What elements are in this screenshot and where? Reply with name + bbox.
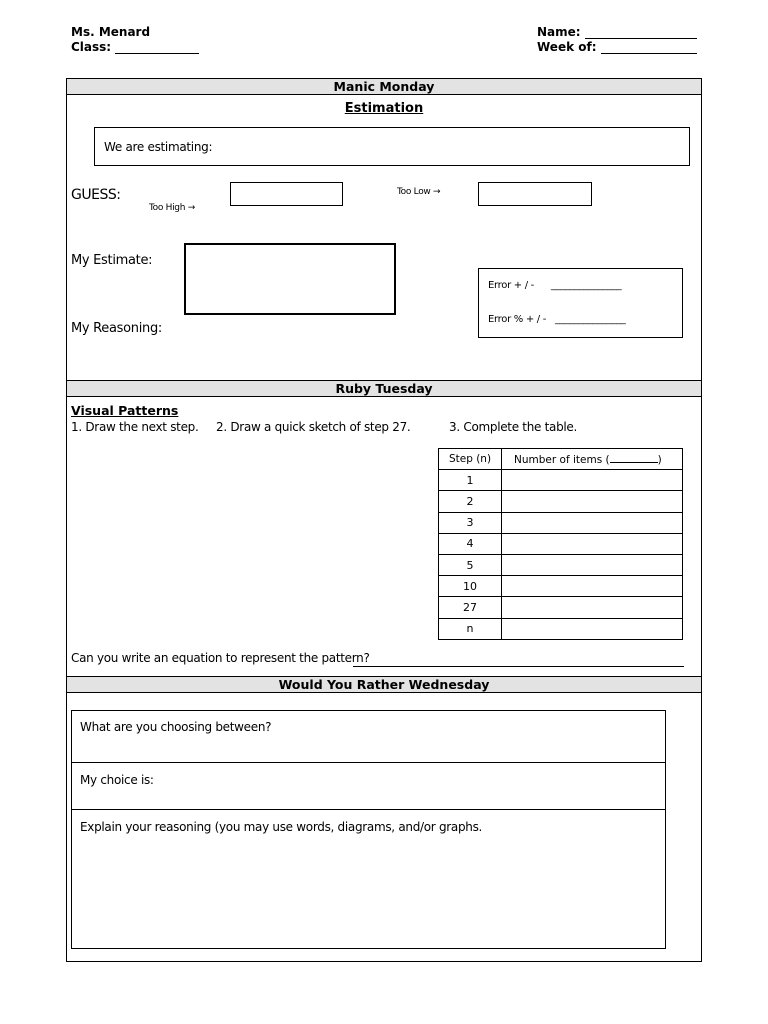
tuesday-title: Ruby Tuesday bbox=[66, 380, 702, 397]
items-cell[interactable] bbox=[502, 470, 683, 491]
items-cell[interactable] bbox=[502, 618, 683, 639]
name-field bbox=[537, 25, 697, 39]
reasoning-label: My Reasoning: bbox=[71, 321, 163, 336]
table-header-row bbox=[439, 449, 683, 470]
col-items-close: ) bbox=[657, 454, 662, 467]
estimating-box[interactable] bbox=[94, 127, 690, 166]
too-low-input[interactable] bbox=[478, 182, 592, 206]
wyr-divider-1 bbox=[71, 762, 666, 763]
estimate-input[interactable] bbox=[184, 243, 396, 315]
step-cell: 2 bbox=[439, 491, 502, 512]
wednesday-title: Would You Rather Wednesday bbox=[66, 676, 702, 693]
table-row bbox=[439, 470, 683, 491]
equation-prompt: Can you write an equation to represent the pattern? bbox=[71, 651, 370, 665]
items-cell[interactable] bbox=[502, 576, 683, 597]
error-pct-blank[interactable]: _______________ bbox=[554, 314, 626, 325]
visual-patterns-heading: Visual Patterns bbox=[71, 403, 179, 418]
estimation-heading-text: Estimation bbox=[344, 101, 424, 116]
class-blank[interactable] bbox=[115, 43, 199, 54]
error-pct-label: Error % + / - bbox=[488, 314, 547, 325]
table-row bbox=[439, 533, 683, 554]
monday-title: Manic Monday bbox=[66, 78, 702, 95]
step-cell: 27 bbox=[439, 597, 502, 618]
error-box bbox=[478, 268, 683, 338]
items-cell[interactable] bbox=[502, 597, 683, 618]
choosing-prompt[interactable]: What are you choosing between? bbox=[80, 720, 272, 734]
class-label: Class: bbox=[71, 40, 112, 54]
table-row bbox=[439, 576, 683, 597]
step2-instruction: 2. Draw a quick sketch of step 27. bbox=[216, 420, 411, 434]
items-cell[interactable] bbox=[502, 512, 683, 533]
guess-label: GUESS: bbox=[71, 187, 121, 203]
too-low-label: Too Low → bbox=[397, 187, 441, 197]
error-abs-row bbox=[488, 280, 621, 291]
week-blank[interactable] bbox=[601, 43, 697, 54]
col-items-header bbox=[502, 449, 683, 470]
items-cell[interactable] bbox=[502, 491, 683, 512]
week-label: Week of: bbox=[537, 40, 597, 54]
estimate-label: My Estimate: bbox=[71, 253, 153, 268]
table-row bbox=[439, 512, 683, 533]
estimation-heading bbox=[0, 101, 768, 116]
items-cell[interactable] bbox=[502, 533, 683, 554]
items-cell[interactable] bbox=[502, 554, 683, 575]
name-label: Name: bbox=[537, 25, 581, 39]
step-cell: 1 bbox=[439, 470, 502, 491]
step-cell: 4 bbox=[439, 533, 502, 554]
items-unit-blank[interactable] bbox=[610, 452, 658, 463]
name-blank[interactable] bbox=[585, 28, 697, 39]
col-items-label: Number of items ( bbox=[514, 454, 610, 467]
table-row bbox=[439, 597, 683, 618]
error-abs-label: Error + / - bbox=[488, 280, 534, 291]
table-row bbox=[439, 491, 683, 512]
table-row bbox=[439, 618, 683, 639]
equation-answer-line[interactable] bbox=[353, 666, 684, 667]
estimating-label: We are estimating: bbox=[104, 140, 213, 154]
step3-instruction: 3. Complete the table. bbox=[449, 420, 578, 434]
step-cell: 10 bbox=[439, 576, 502, 597]
class-field bbox=[71, 40, 199, 54]
step-cell: 3 bbox=[439, 512, 502, 533]
pattern-table bbox=[438, 448, 683, 640]
too-high-label: Too High → bbox=[149, 203, 195, 213]
col-step-header: Step (n) bbox=[439, 449, 502, 470]
step1-instruction: 1. Draw the next step. bbox=[71, 420, 199, 434]
explain-prompt[interactable]: Explain your reasoning (you may use words, diagrams, and/or graphs. bbox=[80, 820, 483, 834]
choice-prompt[interactable]: My choice is: bbox=[80, 773, 154, 787]
teacher-name: Ms. Menard bbox=[71, 25, 151, 39]
step-cell: n bbox=[439, 618, 502, 639]
error-pct-row bbox=[488, 314, 625, 325]
week-field bbox=[537, 40, 697, 54]
table-row bbox=[439, 554, 683, 575]
step-cell: 5 bbox=[439, 554, 502, 575]
wyr-divider-2 bbox=[71, 809, 666, 810]
error-abs-blank[interactable]: _______________ bbox=[550, 280, 622, 291]
too-high-input[interactable] bbox=[230, 182, 343, 206]
